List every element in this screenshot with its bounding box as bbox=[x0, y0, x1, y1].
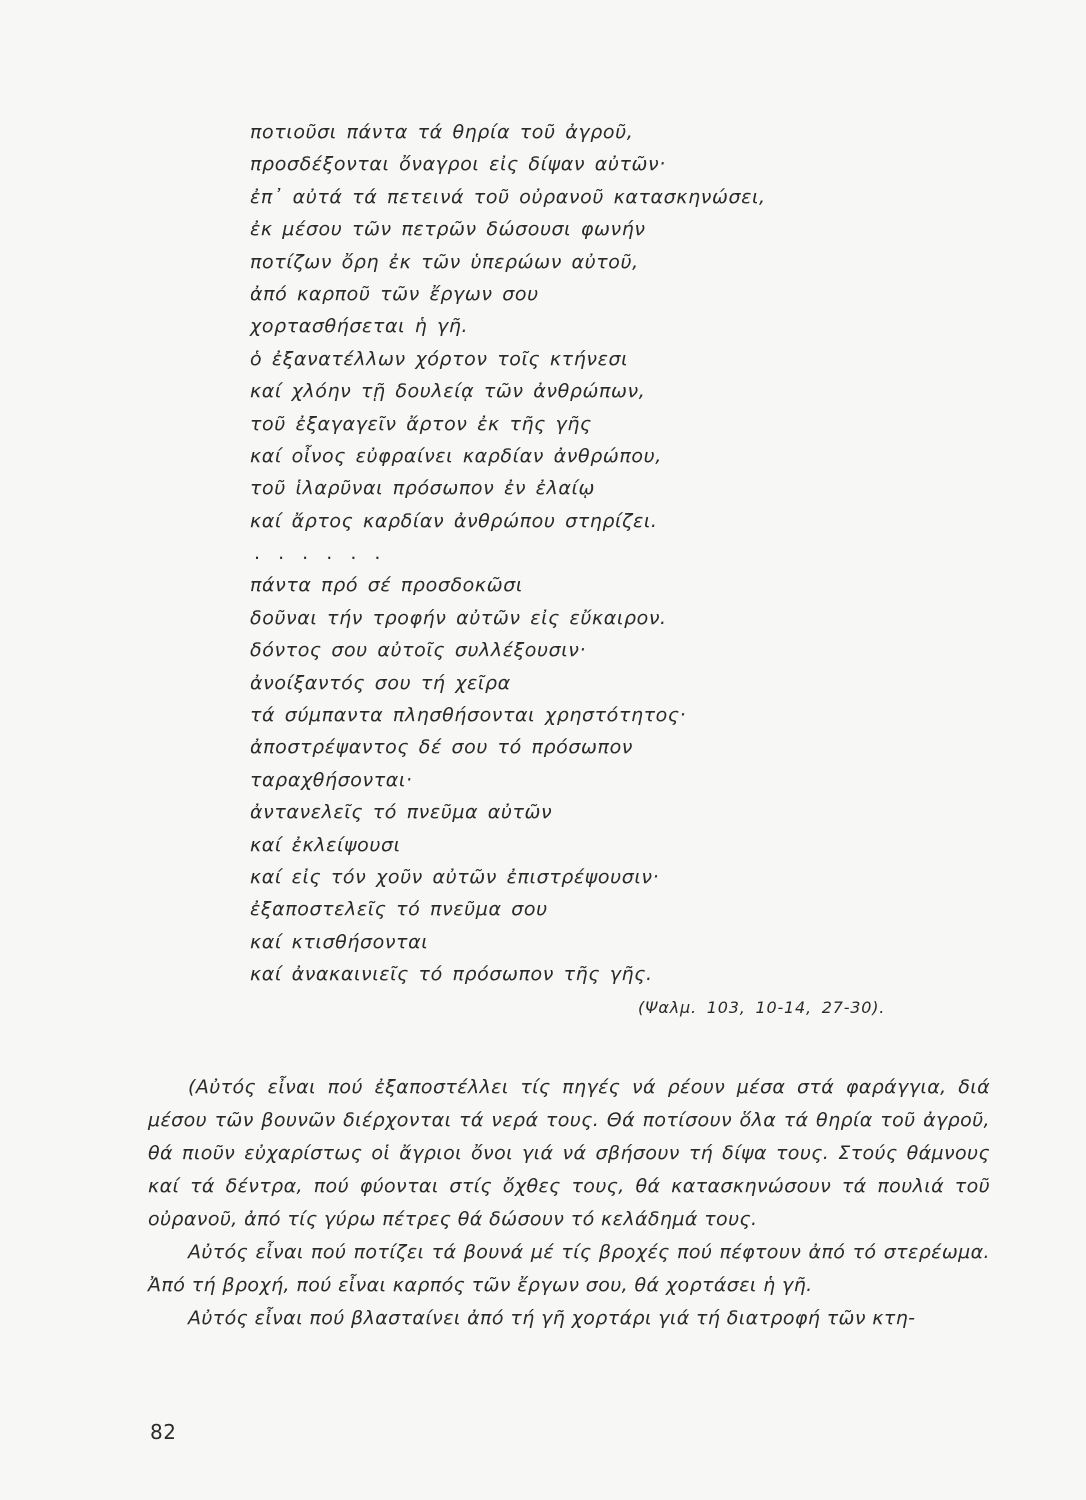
verse-line: ταραχθήσονται· bbox=[250, 768, 413, 791]
verse-line: ἐκ μέσου τῶν πετρῶν δώσουσι φωνήν bbox=[250, 218, 646, 241]
verse-line: ἀποστρέψαντος δέ σου τό πρόσωπον bbox=[250, 736, 634, 759]
verse-line: τοῦ ἱλαρῦναι πρόσωπον ἐν ἐλαίῳ bbox=[250, 477, 596, 500]
commentary-paragraph: (Αὐτός εἶναι πού ἐξαποστέλλει τίς πηγές νά ρέουν μέσα στά φαράγγια, διά μέσου τῶν βουνῶν διέρχονται τά νερά τους. Θά ποτίσουν ὅλα τά θηρία τοῦ ἀγροῦ, θά πιοῦν εὐχαρίστως οἱ ἄγριοι ὄνοι γιά νά σβήσουν τή δίψα τους. Στούς θάμνους καί τά δέντρα, πού φύονται στίς ὄχθες τους, θά κατασκηνώσουν τά πουλιά τοῦ οὐρανοῦ, ἀπό τίς γύρω πέτρες θά δώσουν τό κελάδημά τους. bbox=[148, 1076, 990, 1230]
verse-ellipsis: . . . . . . bbox=[254, 542, 387, 565]
verse-line: ἐξαποστελεῖς τό πνεῦμα σου bbox=[250, 898, 548, 921]
commentary-paragraph: Αὐτός εἶναι πού βλασταίνει ἀπό τή γῆ χορτάρι γιά τή διατροφή τῶν κτη- bbox=[188, 1307, 916, 1329]
verse-line: καί εἰς τόν χοῦν αὐτῶν ἐπιστρέψουσιν· bbox=[250, 865, 660, 888]
verse-line: ἀνοίξαντός σου τή χεῖρα bbox=[250, 671, 511, 694]
verse-line: καί ἀνακαινιεῖς τό πρόσωπον τῆς γῆς. bbox=[250, 963, 653, 986]
verse-line: καί χλόην τῇ δουλείᾳ τῶν ἀνθρώπων, bbox=[250, 380, 646, 403]
psalm-citation: (Ψαλμ. 103, 10-14, 27-30). bbox=[638, 998, 886, 1017]
verse-line: καί ἄρτος καρδίαν ἀνθρώπου στηρίζει. bbox=[250, 509, 658, 532]
verse-line: προσδέξονται ὄναγροι εἰς δίψαν αὐτῶν· bbox=[250, 153, 666, 176]
psalm-verse-block bbox=[250, 116, 766, 991]
verse-line: ποτίζων ὄρη ἐκ τῶν ὑπερώων αὐτοῦ, bbox=[250, 250, 639, 273]
verse-line: τοῦ ἐξαγαγεῖν ἄρτον ἐκ τῆς γῆς bbox=[250, 412, 592, 435]
commentary-paragraph: Αὐτός εἶναι πού ποτίζει τά βουνά μέ τίς βροχές πού πέφτουν ἀπό τό στερέωμα. Ἀπό τή βροχή, πού εἶναι καρπός τῶν ἔργων σου, θά χορτάσει ἡ γῆ. bbox=[148, 1241, 990, 1296]
verse-line: δοῦναι τήν τροφήν αὐτῶν εἰς εὔκαιρον. bbox=[250, 606, 667, 629]
verse-line: ἀπό καρποῦ τῶν ἔργων σου bbox=[250, 282, 539, 305]
verse-line: τά σύμπαντα πλησθήσονται χρηστότητος· bbox=[250, 704, 687, 727]
page-number: 82 bbox=[150, 1420, 177, 1444]
commentary-text bbox=[148, 1071, 990, 1335]
verse-line: πάντα πρό σέ προσδοκῶσι bbox=[250, 574, 523, 597]
verse-line: ἐπ᾽ αὐτά τά πετεινά τοῦ οὐρανοῦ κατασκηνώσει, bbox=[250, 185, 766, 208]
verse-line: καί κτισθήσονται bbox=[250, 930, 429, 953]
verse-line: ὁ ἐξανατέλλων χόρτον τοῖς κτήνεσι bbox=[250, 347, 629, 370]
verse-line: καί ἐκλείψουσι bbox=[250, 833, 401, 856]
verse-line: χορτασθήσεται ἡ γῆ. bbox=[250, 315, 469, 338]
verse-line: δόντος σου αὐτοῖς συλλέξουσιν· bbox=[250, 639, 587, 662]
verse-line: ποτιοῦσι πάντα τά θηρία τοῦ ἀγροῦ, bbox=[250, 121, 634, 143]
verse-line: ἀντανελεῖς τό πνεῦμα αὐτῶν bbox=[250, 801, 553, 824]
verse-line: καί οἶνος εὐφραίνει καρδίαν ἀνθρώπου, bbox=[250, 444, 662, 467]
